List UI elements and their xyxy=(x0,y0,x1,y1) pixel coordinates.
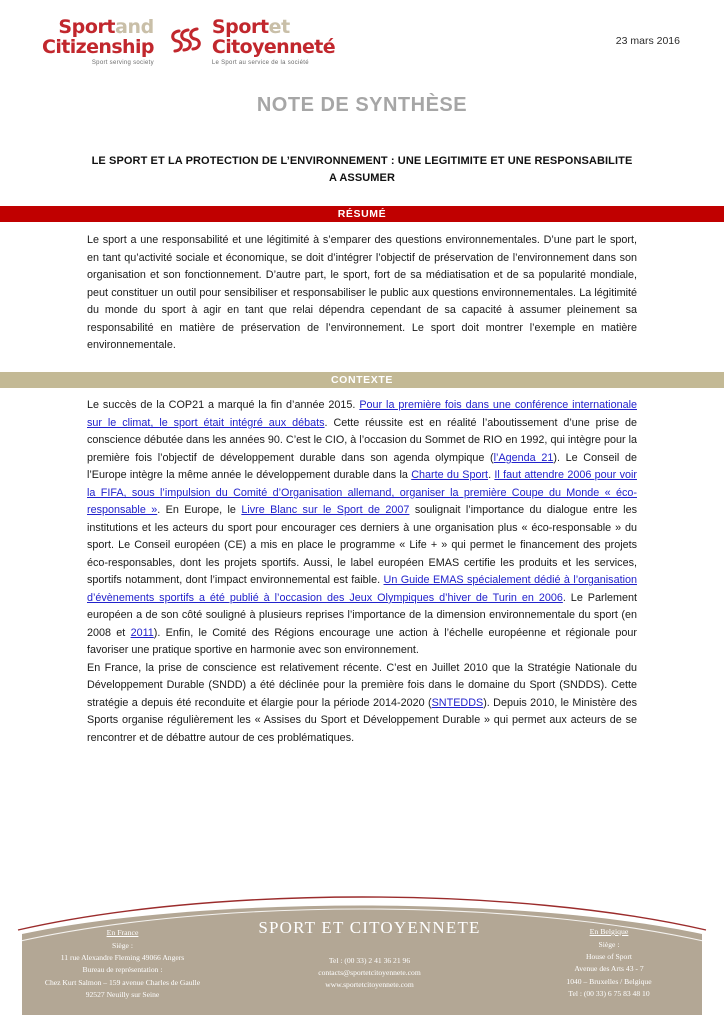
footer-column-france xyxy=(0,890,245,1024)
text-run: . Le Parlement européen a de son côté souligné à plusieurs reprises l’importance de la dimension environnementale du sport (en 2008 et xyxy=(87,591,637,639)
document-footer xyxy=(0,890,724,1024)
resume-paragraph: Le sport a une responsabilité et une légitimité à s’emparer des questions environnementales. D’une part le sport, en tant qu’activité sociale et économique, se doit d’intégrer l’objectif de préservation de l’environnement dans son organisation et son fonctionnement. D’autre part, le sport, fort de sa médiatisation et de sa popularité mondiale, peut constituer un outil pour sensibiliser et responsabiliser le public aux questions environnementales. La légitimité du monde du sport à agir en tant que relai dépendra cependant de sa capacité à assumer pleinement sa responsabilité en matière de préservation de l’environnement. Le sport doit montrer l’exemple en matière environnementale. xyxy=(87,234,637,351)
section-header-contexte: CONTEXTE xyxy=(0,372,724,388)
text-run: . Cette réussite est en réalité l’aboutissement d’une prise de conscience débutée dans les années 90. C’est le CIO, à l’occasion du Sommet de RIO en 1992, qui intègre pour la première fois l’objectif de développement durable dans son agenda olympique ( xyxy=(87,416,637,464)
footer-belgique-heading: En Belgique xyxy=(589,927,629,936)
link-agenda-21[interactable]: l’Agenda 21 xyxy=(493,451,554,464)
footer-france-line1: Siège : xyxy=(112,940,133,950)
footer-column-contact xyxy=(255,890,485,1024)
logo-right-line2: Citoyenneté xyxy=(211,36,336,58)
link-fifa-coupe-du-monde-eco-responsable[interactable]: Il faut attendre 2006 pour voir la FIFA, sous l’impulsion du Comité d’Organisation allemand, organiser la première Coupe du Monde « éco-responsable » xyxy=(87,469,637,517)
text-run: . xyxy=(488,469,495,482)
footer-website[interactable]: www.sportetcitoyennete.com xyxy=(325,980,414,990)
footer-france-heading: En France xyxy=(106,928,139,937)
footer-france-line5: 92527 Neuilly sur Seine xyxy=(85,989,160,999)
footer-telephone: Tel : (00 33) 2 41 36 21 96 xyxy=(328,955,411,965)
section-body-resume xyxy=(87,222,637,354)
text-run: . En Europe, le xyxy=(157,504,242,517)
logo-left-word-and: and xyxy=(115,16,154,38)
logo-right-word-sport: Sport xyxy=(211,16,269,38)
text-run: ). Enfin, le Comité des Régions encourage une action à l’échelle européenne et régionale pour favoriser une pratique sportive en harmonie avec son environnement. xyxy=(87,626,637,657)
text-run: Le succès de la COP21 a marqué la fin d’année 2015. xyxy=(87,399,360,412)
footer-belgique-line3: Avenue des Arts 43 - 7 xyxy=(574,964,644,974)
logo-sport-and-citizenship xyxy=(42,18,154,66)
contexte-paragraph-1 xyxy=(87,397,637,659)
logo-group xyxy=(42,18,684,66)
document-subtitle: LE SPORT ET LA PROTECTION DE L’ENVIRONNEMENT : UNE LEGITIMITE ET UNE RESPONSABILITE A ASSUMER xyxy=(91,155,633,185)
contexte-paragraph-2 xyxy=(87,660,637,747)
sss-swirl-icon xyxy=(165,23,203,61)
link-parlement-2011[interactable]: 2011 xyxy=(130,626,154,639)
footer-email[interactable]: contacts@sportetcitoyennete.com xyxy=(318,967,421,977)
footer-belgique-line1: Siège : xyxy=(598,939,620,949)
footer-columns xyxy=(0,890,724,1024)
logo-left-word-sport: Sport xyxy=(58,16,116,38)
footer-belgique-line4: 1040 – Bruxelles / Belgique xyxy=(566,976,652,986)
document-date: 23 mars 2016 xyxy=(615,35,680,47)
link-sntedds[interactable]: SNTEDDS xyxy=(431,696,484,709)
text-run: En France, la prise de conscience est relativement récente. C’est en Juillet 2010 que la Stratégie Nationale du Développement Durable (SNDD) a été déclinée pour la première fois dans le domaine du Sport (SNDDS). Cette stratégie a depuis été reconduite et élargie pour la période 2014-2020 ( xyxy=(87,661,637,709)
footer-belgique-line2: House of Sport xyxy=(586,951,632,961)
link-cop21-sport-debats[interactable]: Pour la première fois dans une conférence internationale sur le climat, le sport était intégré aux débats xyxy=(87,399,637,429)
section-header-resume: RÉSUMÉ xyxy=(0,206,724,222)
text-run: soulignait l’importance du dialogue entre les institutions et les acteurs du sport pour encourager ces derniers à une organisation plus « éco-responsable » du sport. Le Conseil européen (CE) a mis en place le programme « Life + » qui permet le financement des projets éco-responsables, dont les projets sportifs. Aussi, le label européen EMAS certifie les produits et les services, sportifs notamment, dont l’impact environnemental est faible. xyxy=(87,504,637,587)
section-body-contexte xyxy=(87,388,637,747)
footer-france-line2: 11 rue Alexandre Fleming 49066 Angers xyxy=(60,952,185,962)
text-run: ). Le Conseil de l’Europe intègre la même année le développement durable dans la xyxy=(87,451,637,482)
footer-france-line4: Chez Kurt Salmon – 159 avenue Charles de Gaulle xyxy=(44,977,201,987)
logo-sport-et-citoyennete xyxy=(212,18,335,66)
logo-left-line2: Citizenship xyxy=(42,36,154,58)
footer-column-belgique xyxy=(494,890,724,1024)
logo-right-word-et: et xyxy=(268,16,290,38)
link-livre-blanc-sport-2007[interactable]: Livre Blanc sur le Sport de 2007 xyxy=(241,504,410,517)
footer-france-line3: Bureau de représentation : xyxy=(82,965,163,975)
logo-left-tagline: Sport serving society xyxy=(91,60,154,66)
logo-right-tagline: Le Sport au service de la société xyxy=(211,60,309,66)
link-guide-emas-turin-2006[interactable]: Un Guide EMAS spécialement dédié à l’organisation d’évènements sportifs a été publié à l’occasion des Jeux Olympiques d’hiver de Turin en 2006 xyxy=(87,574,637,604)
footer-belgique-line5: Tel : (00 33) 6 75 83 48 10 xyxy=(568,988,650,998)
logo-right-line1 xyxy=(212,18,290,37)
logo-left-line1 xyxy=(58,18,154,37)
text-run: ). Depuis 2010, le Ministère des Sports organise régulièrement les « Assises du Sport et Développement Durable » qui permet aux acteurs de se rencontrer et de débattre autour de ces problématiques. xyxy=(87,696,637,744)
page-title: NOTE DE SYNTHÈSE xyxy=(256,94,468,116)
link-charte-du-sport[interactable]: Charte du Sport xyxy=(411,469,489,482)
footer-brand: SPORT ET CITOYENNETE xyxy=(258,918,481,937)
document-header xyxy=(0,0,724,72)
